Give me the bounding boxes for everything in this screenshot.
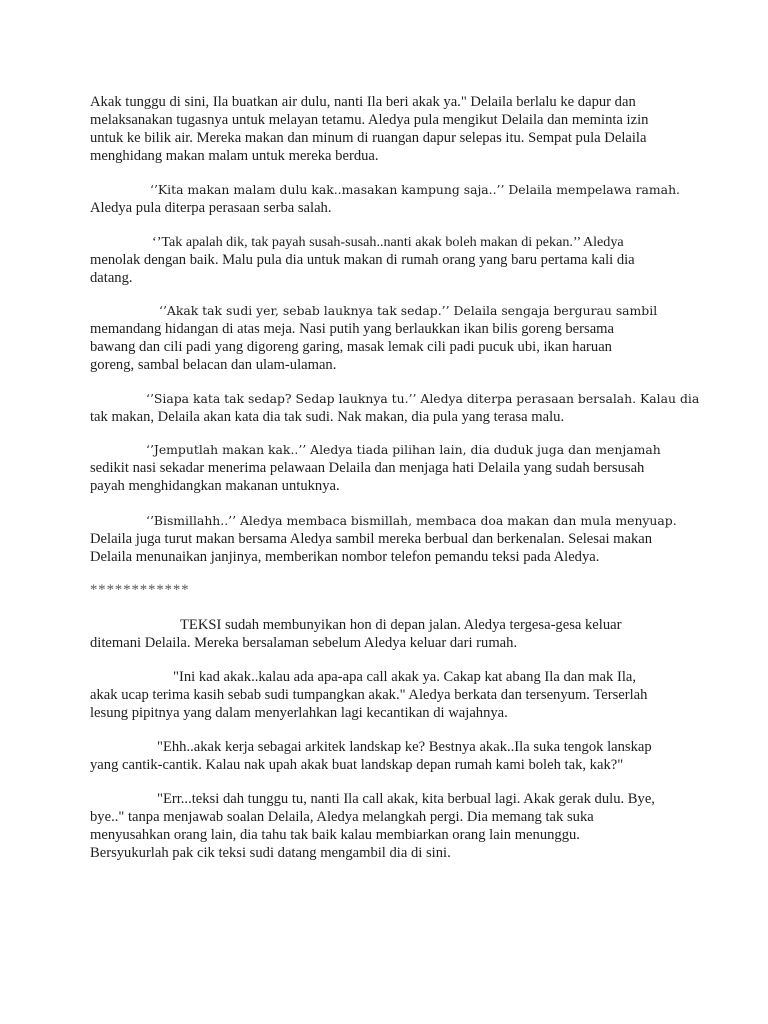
text-line: untuk ke bilik air. Mereka makan dan minum di ruangan dapur selepas itu. Sempat pula Delaila xyxy=(90,130,647,146)
text-line: tak makan, Delaila akan kata dia tak sudi. Nak makan, dia pula yang terasa malu. xyxy=(90,409,565,425)
paragraph xyxy=(90,738,690,774)
text-line: melaksanakan tugasnya untuk melayan tetamu. Aledya pula mengikut Delaila dan meminta izin xyxy=(90,112,649,128)
section-separator: ************ xyxy=(90,582,190,598)
text-line: Akak tunggu di sini, Ila buatkan air dulu, nanti Ila beri akak ya." Delaila berlalu ke dapur dan xyxy=(90,94,636,110)
text-line: ‘’Jemputlah makan kak..’’ Aledya tiada pilihan lain, dia duduk juga dan menjamah xyxy=(146,442,661,457)
text-line: lesung pipitnya yang dalam menyerlahkan lagi kecantikan di wajahnya. xyxy=(90,705,508,721)
text-line: sedikit nasi sekadar menerima pelawaan Delaila dan menjaga hati Delaila yang sudah bersusah xyxy=(90,460,645,476)
text-line: goreng, sambal belacan dan ulam-ulaman. xyxy=(90,357,337,373)
paragraph xyxy=(90,93,690,165)
text-line: TEKSI sudah membunyikan hon di depan jalan. Aledya tergesa-gesa keluar xyxy=(180,617,622,633)
text-line: bawang dan cili padi yang digoreng garing, masak lemak cili padi pucuk ubi, ikan haruan xyxy=(90,339,612,355)
text-line: "Ehh..akak kerja sebagai arkitek landskap ke? Bestnya akak..Ila suka tengok lanskap xyxy=(157,739,652,755)
paragraph xyxy=(90,790,690,862)
paragraph xyxy=(90,233,690,287)
text-line: ‘’Siapa kata tak sedap? Sedap lauknya tu.’’ Aledya diterpa perasaan bersalah. Kalau dia xyxy=(146,391,700,406)
text-line: memandang hidangan di atas meja. Nasi putih yang berlaukkan ikan bilis goreng bersama xyxy=(90,321,615,337)
text-line: datang. xyxy=(90,270,133,286)
text-line: akak ucap terima kasih sebab sudi tumpangkan akak." Aledya berkata dan tersenyum. Terserlah xyxy=(90,687,648,703)
text-line: bye.." tanpa menjawab soalan Delaila, Aledya melangkah pergi. Dia memang tak suka xyxy=(90,809,594,825)
paragraph xyxy=(90,441,690,495)
text-line: Aledya pula diterpa perasaan serba salah. xyxy=(90,200,332,216)
text-line: yang cantik-cantik. Kalau nak upah akak buat landskap depan rumah kami boleh tak, kak?" xyxy=(90,757,624,773)
text-line: "Err...teksi dah tunggu tu, nanti Ila call akak, kita berbual lagi. Akak gerak dulu. Bye, xyxy=(157,791,655,807)
text-line: Delaila menunaikan janjinya, memberikan nombor telefon pemandu teksi pada Aledya. xyxy=(90,549,600,565)
text-line: "Ini kad akak..kalau ada apa-apa call akak ya. Cakap kat abang Ila dan mak Ila, xyxy=(173,669,637,685)
text-line: Delaila juga turut makan bersama Aledya sambil mereka berbual dan berkenalan. Selesai makan xyxy=(90,531,653,547)
text-line: ‘’Tak apalah dik, tak payah susah-susah..nanti akak boleh makan di pekan.’’ Aledya xyxy=(152,234,624,250)
paragraph xyxy=(90,512,690,566)
text-line: ‘’Akak tak sudi yer, sebab lauknya tak sedap.’’ Delaila sengaja bergurau sambil xyxy=(159,303,658,318)
text-line: menyusahkan orang lain, dia tahu tak baik kalau membiarkan orang lain menunggu. xyxy=(90,827,580,843)
paragraph xyxy=(90,302,690,374)
paragraph xyxy=(90,390,700,426)
paragraph xyxy=(90,181,690,217)
paragraph xyxy=(90,616,690,652)
text-line: ‘’Kita makan malam dulu kak..masakan kampung saja..’’ Delaila mempelawa ramah. xyxy=(150,182,680,197)
text-line: ditemani Delaila. Mereka bersalaman sebelum Aledya keluar dari rumah. xyxy=(90,635,518,651)
text-line: menolak dengan baik. Malu pula dia untuk makan di rumah orang yang baru pertama kali dia xyxy=(90,252,635,268)
text-line: ‘’Bismillahh..’’ Aledya membaca bismillah, membaca doa makan dan mula menyuap. xyxy=(146,513,677,528)
paragraph xyxy=(90,668,690,722)
text-line: Bersyukurlah pak cik teksi sudi datang mengambil dia di sini. xyxy=(90,845,451,861)
text-line: payah menghidangkan makanan untuknya. xyxy=(90,478,340,494)
text-line: menghidang makan malam untuk mereka berdua. xyxy=(90,148,379,164)
